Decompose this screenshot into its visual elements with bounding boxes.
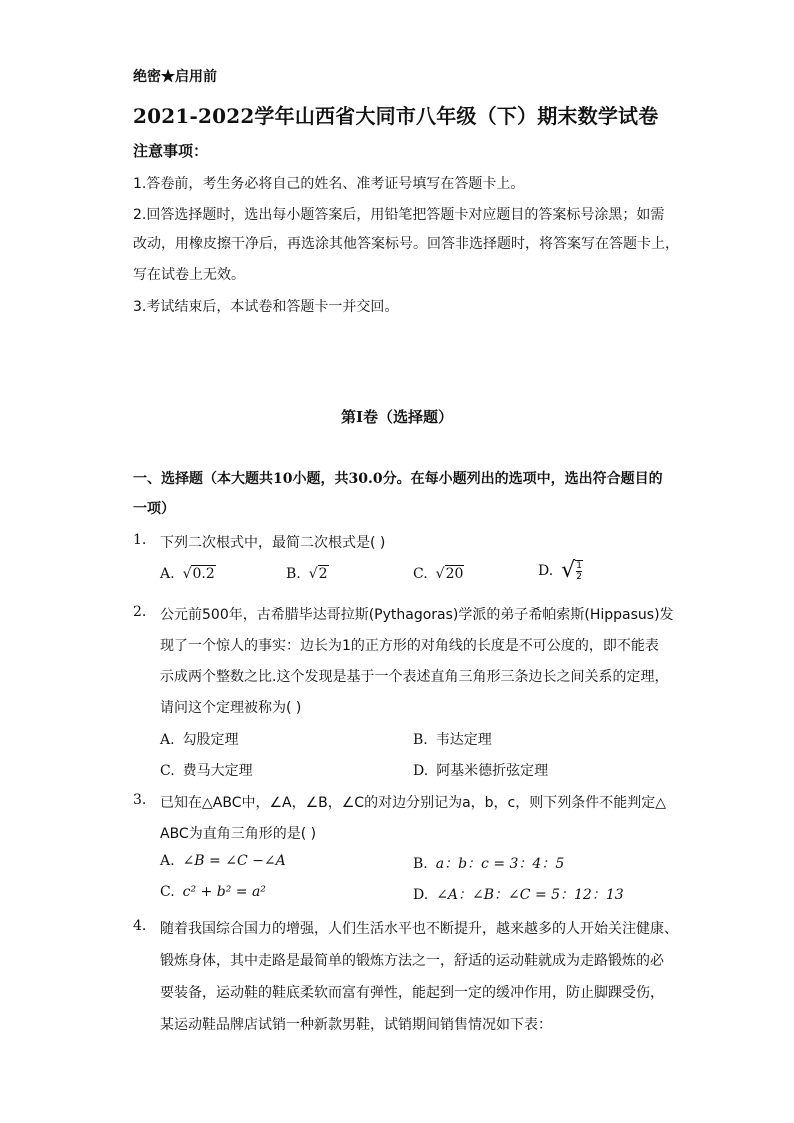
q3-option-c-label: C. — [160, 884, 175, 900]
q3-option-d-text: ∠A：∠B：∠C = 5：12：13 — [436, 887, 624, 903]
q3-option-b — [413, 853, 564, 873]
q2-option-d-text: 阿基米德折弦定理 — [436, 763, 549, 779]
q2-option-b-text: 韦达定理 — [435, 732, 492, 748]
question-3-line-2: ABC为直角三角形的是( ) — [160, 826, 317, 842]
question-2-line-1: 公元前500年，古希腊毕达哥拉斯(Pythagoras)学派的弟子希帕索斯(Hippasus)发 — [160, 607, 674, 623]
q1-option-c-value: 20 — [445, 566, 464, 582]
question-2-line-2: 现了一个惊人的事实：边长为1的正方形的对角线的长度是不可公度的，即不能表 — [160, 638, 659, 654]
fraction — [575, 560, 583, 582]
q1-option-a-label: A. — [160, 566, 175, 582]
notice-line-3: 改动，用橡皮擦干净后，再选涂其他答案标号。回答非选择题时，将答案写在答题卡上， — [133, 236, 679, 252]
q3-option-a-text: ∠B = ∠C −∠A — [182, 853, 286, 869]
q3-option-d-label: D. — [413, 887, 429, 903]
q2-option-a — [160, 729, 239, 749]
q1-option-a-value: 0.2 — [192, 566, 215, 582]
q3-option-a — [160, 853, 286, 869]
notice-heading: 注意事项： — [133, 142, 209, 160]
q1-option-b — [286, 566, 329, 582]
q1-option-c-label: C. — [413, 566, 428, 582]
q3-option-c — [160, 884, 266, 900]
question-4-number: 4. — [133, 918, 147, 934]
q3-option-a-label: A. — [160, 853, 175, 869]
question-1-text: 下列二次根式中，最简二次根式是( ) — [160, 535, 386, 551]
q2-option-c-label: C. — [160, 763, 175, 779]
q2-option-d-label: D. — [413, 763, 429, 779]
q2-option-b-label: B. — [413, 732, 428, 748]
page-title: 2021-2022学年山西省大同市八年级（下）期末数学试卷 — [133, 104, 659, 128]
q1-option-a — [160, 566, 216, 582]
section-heading-line-1: 一、选择题（本大题共10小题，共30.0分。在每小题列出的选项中，选出符合题目的 — [133, 471, 663, 487]
q1-option-d — [538, 560, 583, 582]
question-3-line-1: 已知在△ABC中，∠A，∠B，∠C的对边分别记为a，b，c，则下列条件不能判定△ — [160, 795, 667, 811]
q3-option-b-label: B. — [413, 856, 428, 872]
q1-option-d-label: D. — [538, 563, 554, 579]
question-2-line-4: 请问这个定理被称为( ) — [160, 700, 302, 716]
question-4-line-1: 随着我国综合国力的增强，人们生活水平也不断提升，越来越多的人开始关注健康、 — [160, 921, 678, 937]
question-4-line-3: 要装备，运动鞋的鞋底柔软而富有弹性，能起到一定的缓冲作用，防止脚踝受伤， — [160, 985, 664, 1001]
sqrt-symbol: √ — [308, 566, 318, 582]
fraction-numerator: 1 — [576, 561, 582, 571]
question-2-line-3: 示成两个整数之比.这个发现是基于一个表述直角三角形三条边长之间关系的定理， — [160, 669, 669, 685]
part-title: 第I卷（选择题） — [340, 408, 454, 426]
notice-line-2: 2.回答选择题时，选出每小题答案后，用铅笔把答题卡对应题目的答案标号涂黑；如需 — [133, 207, 665, 223]
fraction-denominator: 2 — [576, 572, 582, 582]
sqrt-fraction — [561, 560, 583, 582]
question-1-number: 1. — [133, 532, 147, 548]
q2-option-c-text: 费马大定理 — [182, 763, 253, 779]
q3-option-d — [413, 884, 624, 904]
notice-line-1: 1.答卷前，考生务必将自己的姓名、准考证号填写在答题卡上。 — [133, 176, 525, 192]
q3-option-c-text: c² + b² = a² — [182, 884, 266, 900]
secret-mark: 绝密★启用前 — [133, 69, 217, 85]
notice-line-5: 3.考试结束后，本试卷和答题卡一并交回。 — [133, 299, 399, 315]
q2-option-d — [413, 760, 548, 780]
q1-option-c — [413, 566, 464, 582]
question-2-number: 2. — [133, 604, 147, 620]
q2-option-a-label: A. — [160, 732, 175, 748]
sqrt-symbol: √ — [435, 566, 445, 582]
sqrt-symbol: √ — [561, 558, 576, 583]
question-3-number: 3. — [133, 792, 147, 808]
question-4-line-4: 某运动鞋品牌店试销一种新款男鞋，试销期间销售情况如下表： — [160, 1017, 552, 1033]
q1-option-b-label: B. — [286, 566, 301, 582]
notice-line-4: 写在试卷上无效。 — [133, 267, 245, 283]
sqrt-symbol: √ — [182, 566, 192, 582]
q1-option-b-value: 2 — [318, 566, 328, 582]
q3-option-b-text: a：b：c = 3：4：5 — [435, 856, 565, 872]
section-heading-line-2: 一项） — [133, 501, 175, 517]
q2-option-c — [160, 760, 253, 780]
q2-option-a-text: 勾股定理 — [182, 732, 239, 748]
question-4-line-2: 锻炼身体，其中走路是最简单的锻炼方法之一，舒适的运动鞋就成为走路锻炼的必 — [160, 953, 664, 969]
q2-option-b — [413, 729, 492, 749]
